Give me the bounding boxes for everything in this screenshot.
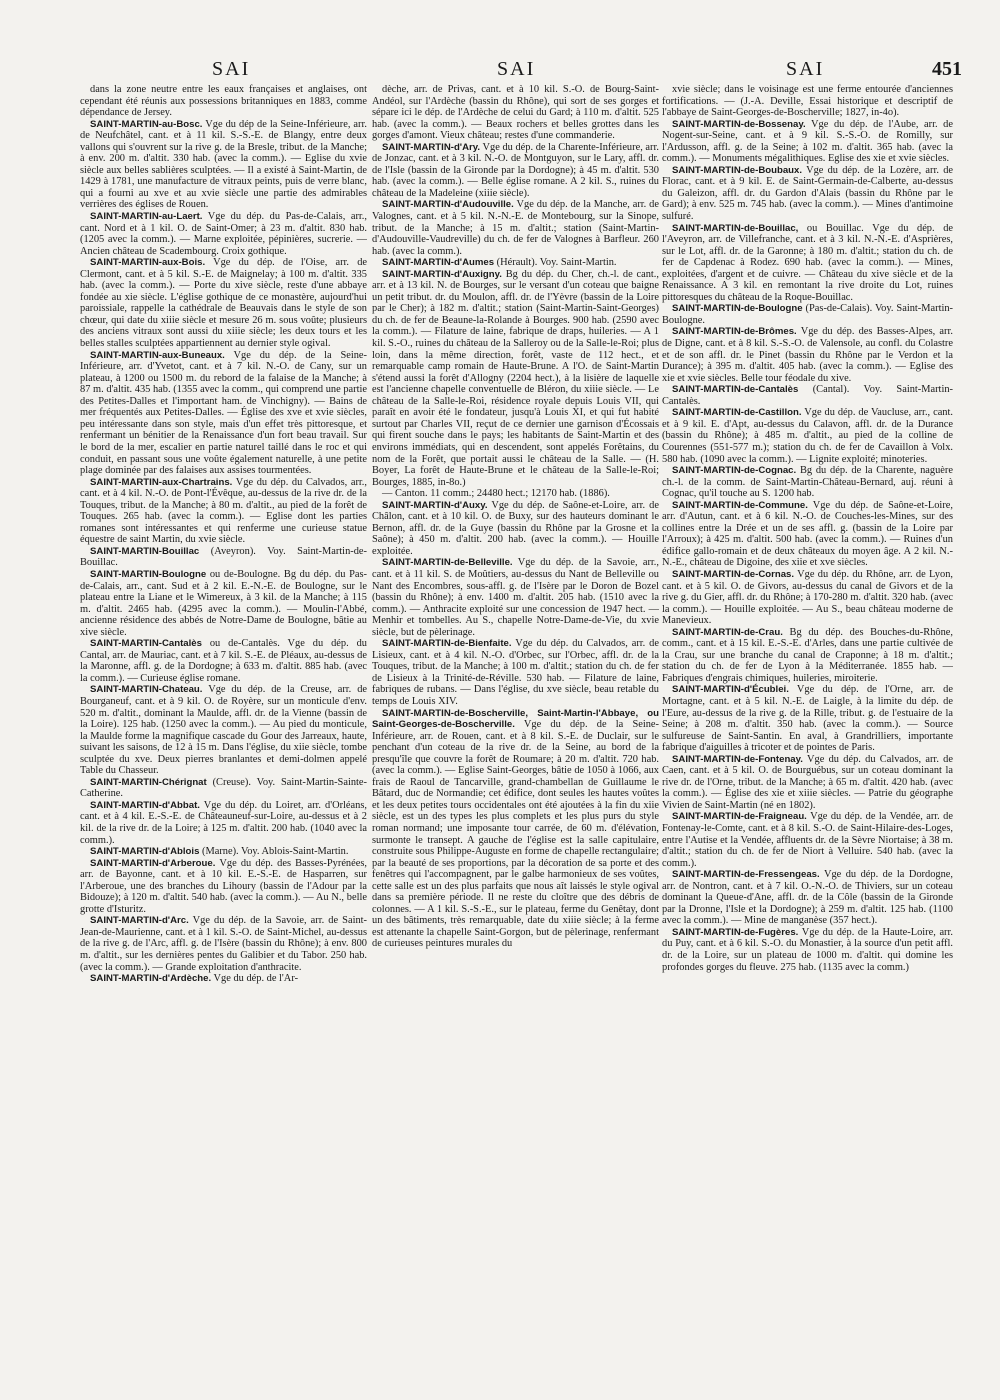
text-column-left [80, 84, 367, 1384]
dictionary-entry [662, 627, 953, 685]
dictionary-entry [372, 638, 659, 707]
entry-headword: SAINT-MARTIN-de-Castillon. [672, 407, 802, 419]
entry-headword: SAINT-MARTIN-au-Bosc. [90, 118, 203, 130]
entry-text: Vge du dép. de la Manche, arr. de Valognes, cant. et à 5 kil. N.-N.-E. de Montebourg, sur la Sinope, tribut. de la Manche; à 15 m. d'altit.; station (Saint-Martin-d'Audouville-Vaudreville) du ch. de fer de Valognes à Barfleur. 260 hab. (avec la comm.). [372, 199, 659, 257]
dictionary-entry [80, 350, 367, 477]
dictionary-entry [372, 257, 659, 269]
dictionary-entry [662, 465, 953, 500]
entry-text: Vge du dép. du Pas-de-Calais, arr., cant. Nord et à 1 kil. O. de Saint-Omer; à 23 m. d'altit. 830 hab. (1205 avec la comm.). — Marne exploitée, pépinières, sucrerie. — Ancien château de Scadembourg. Croix gothique. [80, 211, 367, 257]
text-column-middle [372, 84, 659, 1384]
dictionary-entry [662, 754, 953, 812]
entry-headword: SAINT-MARTIN-d'Auxigny. [382, 268, 502, 280]
entry-text: Vge du dép de la Seine-Inférieure, arr. de Neufchâtel, cant. et à 11 kil. S.-S.-E. de Blangy, entre deux vallons qui s'ouvrent sur la rive g. de la Bresle, tribut. de la Manche; à env. 200 m. d'altit. 330 hab. (avec la comm.). — Eglise du xvie siècle aux belles sablières sculptées. — Il a existé à Saint-Martin, de 1429 à 1781, une manufacture de vitraux peints, puis de verre blanc, qui a fourni au xve et au xvie siècle une partie des admirables verrières des églises de Rouen. [80, 118, 367, 211]
dictionary-entry [372, 269, 659, 488]
entry-headword: SAINT-MARTIN-de-Boubaux. [672, 164, 803, 176]
dictionary-entry [662, 223, 953, 304]
entry-headword: SAINT-MARTIN-d'Audouville. [382, 199, 514, 211]
text-column-right [662, 84, 953, 1384]
entry-text: Vge du dép. de la Charente-Inférieure, arr. de Jonzac, cant. et à 3 kil. N.-O. de Montguyon, sur le Lary, affl. dr. de l'Isle (bassin de la Gironde par la Dordogne); à 45 m. d'altit. 530 hab. (avec la comm.). — Belle église romane. A 2 kil. S., ruines du château de la Madeleine (xiiie siècle). [372, 141, 659, 199]
dictionary-entry [662, 811, 953, 869]
dictionary-entry [662, 500, 953, 569]
entry-headword: SAINT-MARTIN-de-Boscherville, Saint-Martin-l'Abbaye, ou Saint-Georges-de-Boscherville. [372, 707, 659, 731]
entry-headword: SAINT-MARTIN-Bouillac [90, 545, 200, 557]
entry-headword: SAINT-MARTIN-d'Aumes [382, 257, 495, 269]
entry-text: Vge du dép. de la Lozère, arr. de Florac, cant. et à 9 kil. E. de Saint-Germain-de-Calberte, au-dessus du Galeizon, affl. dr. du Gardon d'Alais (bassin du Rhône par le Gard); à env. 525 m. 745 hab. (avec la comm.). — Mines d'antimoine sulfuré. [662, 164, 953, 223]
dictionary-entry [372, 500, 659, 558]
entry-text: Vge du dép. de Saône-et-Loire, arr. d'Autun, cant. et à 6 kil. N.-O. de Couches-les-Mines, sur des collines entre la Drée et un de ses affl. g. (bassin de la Loire par l'Arroux); à 425 m. d'altit. 500 hab. (avec la comm.). — Ruines d'un édifice gallo-romain et de deux châteaux du moyen âge. A 2 kil. N.-N.-E., château de Digoine, des xiie et xve siècles. [662, 499, 953, 569]
dictionary-entry [80, 546, 367, 569]
entry-headword: SAINT-MARTIN-Boulogne [90, 568, 207, 580]
entry-headword: SAINT-MARTIN-Chateau. [90, 684, 203, 696]
entry-headword: SAINT-MARTIN-de-Bossenay. [672, 118, 806, 130]
dictionary-entry [662, 326, 953, 384]
entry-text: Vge du dép. de l'Ar- [211, 973, 299, 985]
entry-headword: SAINT-MARTIN-de-Fressengeas. [672, 869, 820, 881]
entry-headword: SAINT-MARTIN-de-Cognac. [672, 465, 797, 477]
entry-text: dans la zone neutre entre les eaux françaises et anglaises, ont cependant été réunis aux possessions britanniques en 1883, comme dépendance de Jersey. [80, 84, 367, 119]
dictionary-entry [372, 708, 659, 950]
dictionary-entry [662, 927, 953, 973]
entry-text: Vge du dép. de la Seine-Inférieure, arr. d'Yvetot, cant. et à 7 kil. N.-O. de Cany, sur un plateau, à 1200 ou 1500 m. du rebord de la falaise de la Manche; à 87 m. d'altit. 435 hab. (1355 avec la comm., qui comprend une partie des Petites-Dalles et l'important ham. de Vinchigny). — Bains de mer fréquentés aux Petites-Dalles. — Église des xve et xvie siècles, peu intéressante dans son style, mais d'un effet très pittoresque, et renfermant un bénitier de la Renaissance d'un fort beau travail. Sur le bord de la mer, escalier en partie naturel taillé dans le roc et qui conduit, en passant sous une voûte également naturelle, à une petite plage dominée par des falaises aux assises tourmentées. [80, 349, 367, 477]
entry-text: (Pas-de-Calais). Voy. Saint-Martin-Boulogne. [662, 303, 953, 326]
dictionary-entry [80, 973, 367, 985]
entry-text: Vge du dép. des Basses-Pyrénées, arr. de Bayonne, cant. et à 10 kil. E.-S.-E. de Hasparren, sur l'Arberoue, une des branches du Lihoury (bassin de l'Adour par la Bidouze); à 120 m. d'altit. 540 hab. (avec la comm.). — Au N., belle grotte d'Isturitz. [80, 857, 367, 915]
entry-headword: SAINT-MARTIN-aux-Bois. [90, 257, 206, 269]
entry-headword: SAINT-MARTIN-de-Commune. [672, 499, 808, 511]
entry-text: Bg du dép. des Bouches-du-Rhône, comm., cant. et à 15 kil. E.-S.-E. d'Arles, dans une partie cultivée de la Crau, sur une branche du canal de Craponne; à 18 m. d'altit.; station du ch. de fer de Lyon à la Méditerranée. 1855 hab. — Fabriques d'engrais chimiques, huileries, miroiterie. [662, 626, 953, 684]
entry-text: (Cantal). Voy. Saint-Martin-Cantalès. [662, 384, 953, 407]
entry-text: Vge du dép. de la Vendée, arr. de Fontenay-le-Comte, cant. et à 8 kil. S.-O. de Saint-Hilaire-des-Loges, entre l'Autise et la Vendée, affluents dr. de la Sèvre Niortaise; à 38 m. d'altit.; station du ch. de fer de Niort à Velluire. 540 hab. (avec la comm.). [662, 811, 953, 869]
dictionary-entry [662, 569, 953, 627]
entry-text: Vge du dép. de la Creuse, arr. de Bourganeuf, cant. et à 9 kil. O. de Royère, sur un monticule d'env. 520 m. d'altit., dominant la Maulde, affl. dr. de la Vienne (bassin de la Loire). 125 hab. (1250 avec la comm.). — Au pied du monticule, la Maulde forme la magnifique cascade du Gour des Jarreaux, haute, suivant les saisons, de 12 à 15 m. Dans l'église, du xiie siècle, tombe sculptée du xve. Deux pierres branlantes et demi-dolmen appelé Table du Chasseur. [80, 684, 367, 777]
entry-text: Bg du dép. du Cher, ch.-l. de cant., arr. et à 13 kil. N. de Bourges, sur le versant d'un coteau que baigne un petit tribut. dr. du Moulon, affl. dr. de l'Yèvre (bassin de la Loire par le Cher); à 182 m. d'altit.; station (Saint-Martin-Saint-Georges) du ch. de fer de Beaune-la-Rolande à Bourges. 900 hab. (2590 avec la comm.). — Filature de laine, fabrique de draps, huileries. — A 1 kil. S.-O., ruines du château de la Salleroy ou de la Salle-le-Roi; plus loin, dans la même direction, forêt, vaste de 112 hect., et remarquable camp romain de Haute-Brune. A l'O. de Saint-Martin s'étend aussi la forêt d'Allogny (2204 hect.), à la lisière de laquelle est l'ancienne chapelle conventuelle de Bléron, du xiiie siècle. — Le château de la Salle-le-Roi, résidence royale depuis Louis VII, qui paraît en avoir été le fondateur, jusqu'à Louis XI, et qui fut habité surtout par Charles VII, reçut de ce dernier une garnison d'Écossais qui firent souche dans le pays; les habitants de Saint-Martin et des environs immédiats, qui en descendent, sont appelés Forêtains, du nom de la Forêt, que portait aussi le château de la Salle. — (H. Boyer, La forêt de Haute-Brune et le château de la Salle-le-Roi; Bourges, 1885, in-8o.) [372, 268, 659, 488]
entry-text: Vge du dép. de Vaucluse, arr., cant. et à 9 kil. E. d'Apt, au-dessus du Calavon, affl. dr. de la Durance (bassin du Rhône); à 485 m. d'altit., au pied de la colline de Courennes (551-577 m.); station du ch. de fer de Cavaillon à Volx. 580 hab. (1090 avec la comm.). — Lignite exploité; minoteries. [662, 407, 953, 465]
entry-headword: SAINT-MARTIN-au-Laert. [90, 211, 203, 223]
dictionary-entry [80, 638, 367, 684]
dictionary-entry [80, 846, 367, 858]
entry-text: Vge du dép. de l'Aube, arr. de Nogent-sur-Seine, cant. et à 9 kil. S.-S.-O. de Romilly, sur l'Ardusson, affl. g. de la Seine; à 102 m. d'altit. 365 hab. (avec la comm.). — Monuments mégalithiques. Eglise des xie et xvie siècles. [662, 118, 953, 165]
running-head-center: SAI [497, 58, 536, 80]
entry-headword: SAINT-MARTIN-aux-Buneaux. [90, 349, 225, 361]
dictionary-entry [80, 915, 367, 973]
entry-text: ou Bouillac. Vge du dép. de l'Aveyron, arr. de Villefranche, cant. et à 3 kil. N.-N.-E. d'Asprières, sur le Lot, affl. dr. de la Garonne; à 180 m. d'altit.; station du ch. de fer de Capdenac à Rodez. 690 hab. (avec la comm.). — Mines, exploitées, d'argent et de cuivre. — Château du xive siècle et de la Renaissance. A 3 kil. en remontant la rive droite du Lot, ruines pittoresques du château de la Roque-Bouillac. [662, 222, 953, 303]
dictionary-entry [80, 777, 367, 800]
entry-headword: SAINT-MARTIN-Chérignat [90, 776, 207, 788]
running-head-left: SAI [212, 58, 251, 80]
entry-headword: SAINT-MARTIN-d'Ablois [90, 846, 200, 858]
entry-text: (Creuse). Voy. Saint-Martin-Sainte-Catherine. [80, 776, 367, 800]
dictionary-entry [80, 211, 367, 257]
entry-text: Vge du dép. des Basses-Alpes, arr. de Digne, cant. et à 8 kil. S.-S.-O. de Valensole, au confl. du Colastre et de son affl. dr. le Pinet (bassin du Rhône par le Verdon et la Durance); à 395 m. d'altit. 405 hab. (avec la comm.). — Eglise des xie et xvie siècles. Belle tour féodale du xive. [662, 326, 953, 384]
entry-text: Vge du dép. de la Dordogne, arr. de Nontron, cant. et à 7 kil. O.-N.-O. de Thiviers, sur un coteau dominant la Queue-d'Ane, affl. dr. de la Côle (bassin de la Gironde par la Dronne, l'Isle et la Dordogne); à 259 m. d'altit. 125 hab. (1100 avec la comm.). — Mine de manganèse (357 hect.). [662, 869, 953, 927]
dictionary-entry [662, 119, 953, 165]
entry-text: Vge du dép. de la Haute-Loire, arr. du Puy, cant. et à 6 kil. S.-O. du Monastier, à la source d'un petit affl. dr. de la Loire, sur un plateau de 1000 m. d'altit. qui domine les profondes gorges du fleuve. 275 hab. (1135 avec la comm.) [662, 926, 953, 973]
dictionary-entry [80, 858, 367, 916]
entry-headword: SAINT-MARTIN-de-Fontenay. [672, 753, 803, 765]
entry-headword: SAINT-MARTIN-de-Fugères. [672, 926, 799, 938]
dictionary-entry [662, 869, 953, 927]
entry-headword: SAINT-MARTIN-d'Abbat. [90, 799, 200, 811]
entry-text: Vge du dép. du Calvados, arr. de Lisieux, cant. et à 4 kil. N.-O. d'Orbec, sur l'Orbec, affl. dr. de la Touques, tribut. de la Manche; à 100 m. d'altit.; station du ch. de fer de Lisieux à la Trinité-de-Réville. 530 hab. — Filature de laine, fabriques de rubans. — Dans l'église, du xve siècle, beau retable du temps de Louis XIV. [372, 638, 659, 707]
entry-text: (Marne). Voy. Ablois-Saint-Martin. [199, 846, 349, 858]
entry-headword: SAINT-MARTIN-de-Cantalès [672, 384, 799, 396]
entry-text: Vge du dép. de la Seine-Inférieure, arr. de Rouen, cant. et à 8 kil. S.-E. de Duclair, sur le penchant d'un coteau de la rive dr. de la Seine, au bord de la presqu'île que couvre la forêt de Roumare; à 20 m. d'altit. 720 hab. (avec la comm.). — Eglise Saint-Georges, bâtie de 1050 à 1066, aux frais de Raoul de Tancarville, grand-chambellan de Guillaume le Bâtard, duc de Normandie; cet édifice, dont seules les hautes voûtes et les deux petites tours occidentales ont été ajoutées à la fin du xiie siècle, est un des types les plus complets et les plus purs du style roman normand; une imposante tour carrée, de 60 m. d'élévation, surmonte le transept. A gauche de l'église est la salle capitulaire, construite sous Philippe-Auguste en forme de chapelle rectangulaire; par la beauté de ses proportions, par la décoration de sa porte et des fenêtres qui l'accompagnent, par le galbe harmonieux de ses voûtes, cette salle est un des plus parfaits que nous aît laissés le style ogival dans sa première période. Il ne reste du cloître que des débris de colonnes. — A 1 kil. S.-S.-E., sur le plateau, ferme du Genêtay, dont un des bâtiments, très remarquable, date du xiiie siècle; à la ferme est attenante la chapelle Saint-Gorgon, but de pèlerinage, renfermant de curieuses peintures murales du [372, 719, 659, 950]
dictionary-entry [80, 684, 367, 776]
entry-headword: SAINT-MARTIN-de-Cornas. [672, 568, 795, 580]
running-head-right: SAI [786, 58, 825, 80]
entry-text: Vge du dép. de la Savoie, arr. de Saint-Jean-de-Maurienne, cant. et à 1 kil. S.-O. de Saint-Michel, au-dessus de la rive g. de l'Arc, affl. g. de l'Isère (bassin du Rhône); à env. 800 m. d'altit., sur les dernières pentes du Galibier et du Tabor. 250 hab. (avec la comm.). — Grande exploitation d'anthracite. [80, 915, 367, 973]
dictionary-entry [80, 477, 367, 546]
dictionary-entry [80, 257, 367, 349]
entry-text: ou de-Boulogne. Bg du dép. du Pas-de-Calais, arr., cant. Sud et à 2 kil. E.-N.-E. de Boulogne, sur le plateau entre la Liane et le Wimereux, à 3 kil. de la Manche; à 115 m. d'altit. 2465 hab. (4295 avec la comm.). — Moulin-l'Abbé, ancienne résidence des abbés de Notre-Dame de Boulogne, bâtie au xive siècle. [80, 568, 367, 638]
entry-text: dèche, arr. de Privas, cant. et à 10 kil. S.-O. de Bourg-Saint-Andéol, sur l'Ardèche (bassin du Rhône), qui sort de ses gorges et sépare ici le dép. de l'Ardèche de celui du Gard; à 110 m. d'altit. 525 hab. (avec la comm.). — Beaux rochers et belles grottes dans les gorges d'amont. Vieux château; restes d'une commanderie. [372, 84, 659, 142]
entry-text: Vge du dép. de la Savoie, arr., cant. et à 11 kil. S. de Moûtiers, au-dessus du Nant de Belleville ou Nant des Encombres, sous-affl. g. de l'Isère par le Doron de Bozel (bassin du Rhône); à env. 1400 m. d'altit. 205 hab. (1510 avec la comm.). — Anthracite exploité sur une concession de 1947 hect. — Menhir et tombelles. Au S., chapelle Notre-Dame-de-Vie, du xvie siècle, but de pèlerinage. [372, 557, 659, 638]
entry-headword: SAINT-MARTIN-d'Ardèche. [90, 973, 212, 985]
entry-text: (Aveyron). Voy. Saint-Martin-de-Bouillac. [80, 545, 367, 569]
dictionary-entry [372, 199, 659, 257]
entry-text: ou de-Cantalès. Vge du dép. du Cantal, arr. de Mauriac, cant. et à 7 kil. S.-E. de Pléaux, au-dessus de la Maronne, affl. g. de la Dordogne; à 633 m. d'altit. 885 hab. (avec la comm.). — Curieuse église romane. [80, 638, 367, 684]
dictionary-entry [372, 84, 659, 142]
dictionary-entry [80, 84, 367, 119]
entry-text: Vge du dép. du Rhône, arr. de Lyon, cant. et à 5 kil. O. de Givors, au-dessus du canal de Givors et de la rive g. du Gier, affl. dr. du Rhône; à 170-280 m. d'altit. 320 hab. (avec la comm.). — Houille exploitée. — Au S., beau château moderne de Manevieux. [662, 568, 953, 627]
entry-text: Vge du dép. de l'Oise, arr. de Clermont, cant. et à 5 kil. S.-E. de Maignelay; à 100 m. d'altit. 335 hab. (avec la comm.). — Porte du xive siècle, reste d'une abbaye fondée au xie siècle. L'église gothique de ce monastère, aujourd'hui paroissiale, rappelle la cathédrale de Beauvais dans le style de son chœur, qui date du xiiie siècle et mesure 26 m. sous voûte; plusieurs des anciens vitraux sont aussi du xiiie siècle; les deux tours et les belles stalles sculptées appartiennent au dernier style ogival. [80, 257, 367, 350]
entry-headword: SAINT-MARTIN-de-Brômes. [672, 326, 797, 338]
entry-headword: SAINT-MARTIN-d'Auxy. [382, 499, 488, 511]
entry-headword: SAINT-MARTIN-de-Fraigneau. [672, 811, 807, 823]
dictionary-entry [662, 84, 953, 119]
dictionary-entry [372, 488, 659, 500]
entry-headword: SAINT-MARTIN-aux-Chartrains. [90, 476, 233, 488]
dictionary-entry [80, 569, 367, 638]
dictionary-entry [662, 303, 953, 326]
entry-text: — Canton. 11 comm.; 24480 hect.; 12170 hab. (1886). [382, 488, 610, 500]
running-header [0, 58, 1000, 82]
dictionary-entry [662, 684, 953, 753]
dictionary-entry [662, 384, 953, 407]
dictionary-entry [372, 557, 659, 638]
entry-text: xvie siècle; dans le voisinage est une ferme entourée d'anciennes fortifications. — (J.-A. Deville, Essai historique et descriptif de l'abbaye de Saint-Georges-de-Boscherville; 1827, in-4o). [662, 84, 953, 119]
dictionary-entry [372, 142, 659, 200]
dictionary-entry [80, 800, 367, 846]
entry-headword: SAINT-MARTIN-de-Belleville. [382, 557, 513, 569]
entry-headword: SAINT-MARTIN-d'Arc. [90, 915, 189, 927]
entry-headword: SAINT-MARTIN-de-Boulogne [672, 303, 803, 315]
entry-headword: SAINT-MARTIN-d'Ary. [382, 141, 481, 153]
entry-text: Vge du dép. de Saône-et-Loire, arr. de Châlon, cant. et à 10 kil. O. de Buxy, sur des hauteurs dominant le Bernon, affl. dr. de la Guye (bassin du Rhône par la Grosne et la Saône); à 450 m. d'altit. 200 hab. (avec la comm.). — Houille exploitée. [372, 499, 659, 557]
entry-text: (Hérault). Voy. Saint-Martin. [494, 257, 617, 269]
dictionary-entry [80, 119, 367, 211]
dictionary-entry [662, 165, 953, 223]
entry-headword: SAINT-MARTIN-de-Bienfaite. [382, 638, 512, 650]
entry-text: Vge du dép. de l'Orne, arr. de Mortagne, cant. et à 5 kil. N.-E. de Laigle, à la limite du dép. de l'Eure, au-dessus de la rive g. de la Rille, tribut. g. de l'estuaire de la Seine; à 208 m. d'altit. 350 hab. (avec la comm.). — Source sulfureuse de Saint-Santin. En aval, à Grandrilliers, importante fabrique d'aiguilles à tricoter et de pointes de Paris. [662, 684, 953, 754]
entry-headword: SAINT-MARTIN-d'Écublei. [672, 684, 789, 696]
entry-text: Vge du dép. du Loiret, arr. d'Orléans, cant. et à 4 kil. E.-S.-E. de Châteauneuf-sur-Loire, au-dessus et à 2 kil. de la rive dr. de la Loire; à 125 m. d'altit. 200 hab. (1040 avec la comm.). [80, 799, 367, 846]
entry-text: Vge du dép. du Calvados, arr., cant. et à 4 kil. N.-O. de Pont-l'Évêque, au-dessus de la rive dr. de la Touques, tribut. de la Manche; à 80 m. d'altit., au pied de la forêt de Touques. 265 hab. (avec la comm.). — Eglise dont les parties romanes sont intéressantes et qui renferme une curieuse statue équestre de saint Martin, du xvie siècle. [80, 476, 367, 546]
dictionary-entry [662, 407, 953, 465]
entry-headword: SAINT-MARTIN-de-Bouillac, [672, 222, 799, 234]
entry-headword: SAINT-MARTIN-d'Arberoue. [90, 857, 216, 869]
entry-headword: SAINT-MARTIN-Cantalès [90, 638, 202, 650]
entry-text: Vge du dép. du Calvados, arr. de Caen, cant. et à 5 kil. O. de Bourguébus, sur un coteau dominant la rive dr. de l'Orne, tribut. de la Manche; à 65 m. d'altit. 420 hab. (avec la comm.). — Église des xie et xiiie siècles. — Patrie du géographe Vivien de Saint-Martin (né en 1802). [662, 753, 953, 811]
entry-headword: SAINT-MARTIN-de-Crau. [672, 626, 783, 638]
page-number: 451 [932, 58, 962, 80]
entry-text: Bg du dép. de la Charente, naguère ch.-l. de la comm. de Saint-Martin-Château-Bernard, auj. réuni à Cognac, qu'il touche au S. 1200 hab. [662, 465, 953, 500]
